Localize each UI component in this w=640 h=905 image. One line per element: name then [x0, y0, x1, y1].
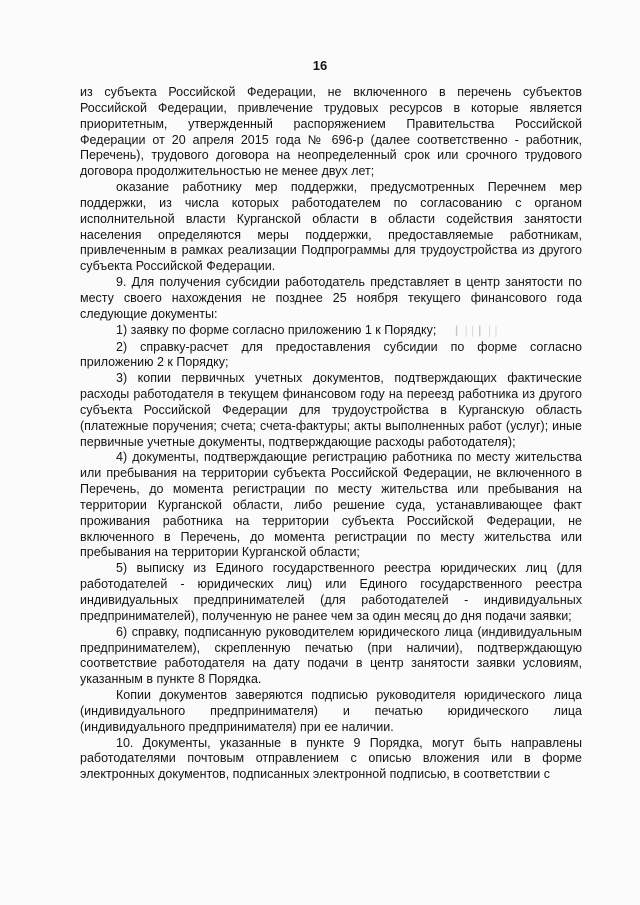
paragraph-support-measures: оказание работнику мер поддержки, предусмотренных Перечнем мер поддержки, из числа которых работодателем по согласованию с органом исполнительной власти Курганской области в области содействия занятости населения определяются меры поддержки, предоставляемые работникам, привлеченным в рамках реализации Подпрограммы для трудоустройства из другого субъекта Российской Федерации. — [80, 180, 582, 274]
list-item-2: 2) справку-расчет для предоставления субсидии по форме согласно приложению 2 к Порядку; — [80, 339, 582, 370]
paragraph-continuation: из субъекта Российской Федерации, не включенного в перечень субъектов Российской Федерации, привлечение трудовых ресурсов в которые является приоритетным, утвержденный распоряжением Правительства Российской Федерации от 20 апреля 2015 года № 696-р (далее соответственно - работник, Перечень), трудового договора на неопределенный срок или срочного трудового договора продолжительностью не менее двух лет; — [80, 85, 582, 179]
paragraph-item-10: 10. Документы, указанные в пункте 9 Порядка, могут быть направлены работодателями почтовым отправлением с описью вложения или в форме электронных документов, подписанных электронной подписью, в соответствии с — [80, 735, 582, 782]
paragraph-item-9: 9. Для получения субсидии работодатель представляет в центр занятости по месту своего нахождения не позднее 25 ноября текущего финансового года следующие документы: — [80, 275, 582, 321]
paragraph-copies-certification: Копии документов заверяются подписью руководителя юридического лица (индивидуального предпринимателя) и печатью юридического лица (индивидуального предпринимателя) при ее наличии. — [80, 688, 582, 734]
list-item-1-text: 1) заявку по форме согласно приложению 1 к Порядку; — [116, 322, 437, 337]
list-item-4: 4) документы, подтверждающие регистрацию работника по месту жительства или пребывания на территории субъекта Российской Федерации, не включенного в Перечень, до момента регистрации по месту жительства или пребывания на территории Курганской области, либо решение суда, устанавливающее факт проживания работника на территории субъекта Российской Федерации, не включенного в Перечень, до момента регистрации по месту жительства или пребывания на территории Курганской области; — [80, 450, 582, 560]
page-number: 16 — [312, 58, 328, 73]
list-item-3: 3) копии первичных учетных документов, подтверждающих фактические расходы работодателя в текущем финансовом году на переезд работника из другого субъекта Российской Федерации для трудоустройства в Курганскую область (платежные поручения; счета; счета-фактуры; акты выполненных работ (услуг); иные первичные учетные документы, подтверждающие расходы работодателя); — [80, 371, 582, 449]
list-item-1 — [80, 323, 582, 340]
faint-stamp-mark: ┃ ││┃ ││ — [436, 325, 501, 336]
list-item-5: 5) выписку из Единого государственного реестра юридических лиц (для работодателей - юридических лиц) или Единого государственного реестра индивидуальных предпринимателей (для работодателей - индивидуальных предпринимателей), полученную не ранее чем за один месяц до дня подачи заявки; — [80, 561, 582, 623]
document-body — [80, 85, 582, 783]
list-item-6: 6) справку, подписанную руководителем юридического лица (индивидуальным предпринимателем), скрепленную печатью (при наличии), подтверждающую соответствие работодателя на дату подачи в центр занятости заявки условиям, указанным в пункте 8 Порядка. — [80, 624, 582, 687]
